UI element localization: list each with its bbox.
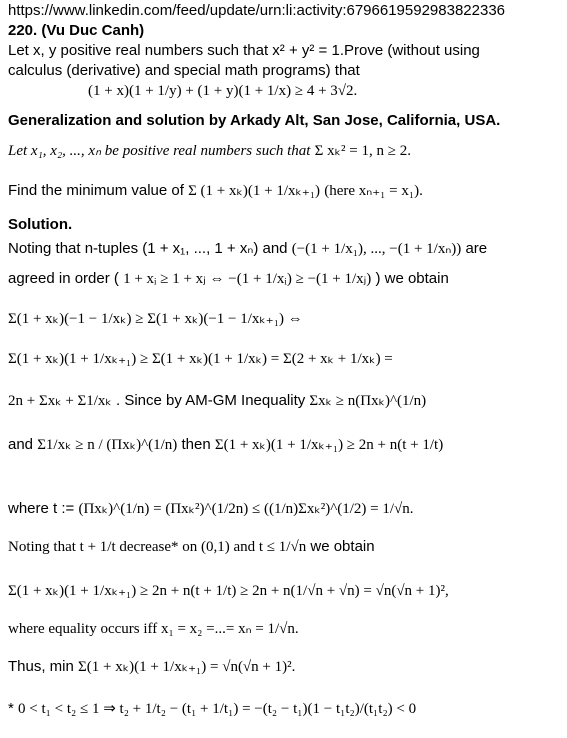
solution-line-5 [8,392,426,410]
generalization-find [8,182,423,200]
solution-line-11b: Σ(1 + xₖ)(1 + 1/xₖ₊₁) = √n(√n + 1)². [78,659,296,675]
find-expression: Σ (1 + xₖ)(1 + 1/xₖ₊₁) [188,183,321,199]
solution-line-6 [8,436,443,454]
solution-line-9: Σ(1 + xₖ)(1 + 1/xₖ₊₁) ≥ 2n + n(t + 1/t) ≥ 2n + n(1/√n + √n) = √n(√n + 1)², [8,583,449,599]
solution-line-10: where equality occurs iff x₁ = x₂ =...= xₙ = 1/√n. [8,621,299,637]
solution-line-11 [8,658,295,676]
find-prefix: Find the minimum value of [8,182,184,199]
solution-line-7b: (Πxₖ)^(1/n) = (Πxₖ²)^(1/2n) ≤ ((1/n)Σxₖ²)^(1/2) = 1/√n. [78,501,414,517]
solution-line-7 [8,500,414,518]
solution-line-1 [8,240,487,258]
problem-statement-line-1: Let x, y positive real numbers such that x² + y² = 1.Prove (without using [8,42,480,59]
problem-statement-line-2: calculus (derivative) and special math programs) that [8,62,360,79]
solution-line-2 [8,270,449,288]
problem-number: 220. [8,22,38,39]
generalization-condition: Σ xₖ² = 1, n ≥ 2. [314,143,411,159]
solution-line-6d: Σ(1 + xₖ)(1 + 1/xₖ₊₁) ≥ 2n + n(t + 1/t) [214,437,444,453]
problem-author: (Vu Duc Canh) [41,22,145,39]
solution-line-6b: Σ1/xₖ ≥ n / (Πxₖ)^(1/n) [37,437,178,453]
problem-inequality-text: (1 + x)(1 + 1/y) + (1 + y)(1 + 1/x) ≥ 4 + 3√2. [88,83,358,99]
solution-line-1a: Noting that n-tuples (1 + x₁, ..., 1 + xₙ) and [8,240,288,257]
footnote-star: * [8,700,14,717]
footnote [8,700,416,718]
solution-line-6a: and [8,436,34,453]
solution-line-5c: Σxₖ ≥ n(Πxₖ)^(1/n) [309,393,427,409]
solution-line-7a: where t := [8,500,75,517]
solution-line-8b: we obtain [310,538,375,555]
solution-line-2a: agreed in order ( [8,270,119,287]
solution-line-4: Σ(1 + xₖ)(1 + 1/xₖ₊₁) ≥ Σ(1 + xₖ)(1 + 1/xₖ) = Σ(2 + xₖ + 1/xₖ) = [8,351,393,367]
solution-heading: Solution. [8,216,73,233]
solution-line-8a: Noting that t + 1/t decrease* on (0,1) and t ≤ 1/√n [8,539,307,555]
problem-inequality [88,82,357,100]
solution-line-1c: are [465,240,488,257]
solution-line-3: Σ(1 + xₖ)(−1 − 1/xₖ) ≥ Σ(1 + xₖ)(−1 − 1/xₖ₊₁) ⇔ [8,311,303,327]
generalization-heading: Generalization and solution by Arkady Alt, San Jose, California, USA. [8,112,501,129]
solution-line-8 [8,538,375,556]
problem-title [8,22,144,40]
solution-line-5a: 2n + Σxₖ + Σ1/xₖ [8,393,112,409]
solution-line-6c: then [181,436,211,453]
solution-line-11a: Thus, min [8,658,74,675]
solution-line-1b: (−(1 + 1/x₁), ..., −(1 + 1/xₙ)) [291,241,462,257]
source-url[interactable]: https://www.linkedin.com/feed/update/urn:li:activity:6796619592983822336 [8,2,505,19]
solution-line-2c: ) we obtain [375,270,449,287]
find-suffix: (here xₙ₊₁ = x₁). [324,183,423,199]
solution-line-2b: 1 + xᵢ ≥ 1 + xⱼ ⇔ −(1 + 1/xᵢ) ≥ −(1 + 1/xⱼ) [123,271,372,287]
solution-line-5b: . Since by AM-GM Inequality [116,392,306,409]
generalization-statement [8,142,411,160]
generalization-prefix: Let x₁, x₂, ..., xₙ be positive real numbers such that [8,143,311,159]
footnote-text: 0 < t₁ < t₂ ≤ 1 ⇒ t₂ + 1/t₂ − (t₁ + 1/t₁) = −(t₂ − t₁)(1 − t₁t₂)/(t₁t₂) < 0 [18,701,417,717]
